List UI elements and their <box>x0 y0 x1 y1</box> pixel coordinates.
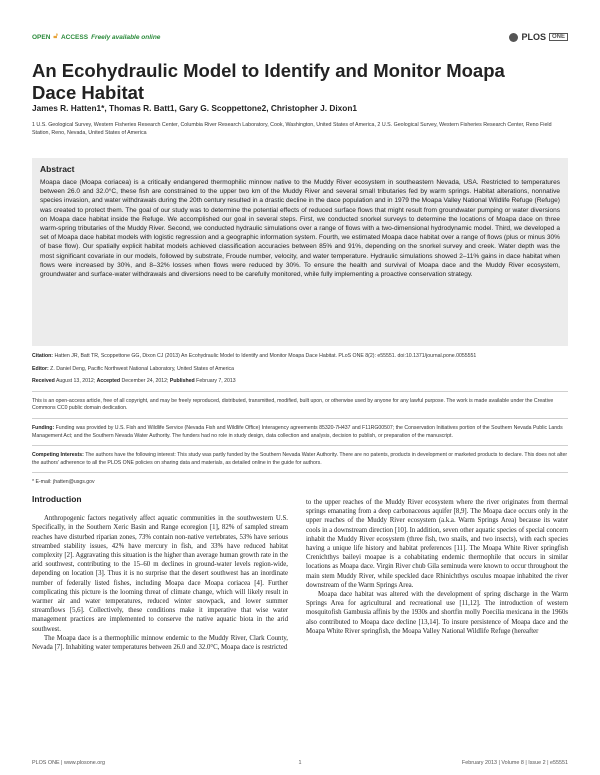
competing-label: Competing Interests: <box>32 452 84 459</box>
abstract-text: Moapa dace (Moapa coriacea) is a critically endangered thermophilic minnow native to the Muddy River ecosystem in southeastern Nevada, USA. Restricted to temperatures between 26.0 and 32.0°C, these fish are constrained to the upper two km of the Muddy River and several small tributaries fed by warm springs. Habitat alterations, nonnative species invasion, and water withdrawals during the 20th century resulted in a drastic decline in the dace population and in 1979 the Moapa Valley National Wildlife Refuge (Refuge) was created to protect them. The goal of our study was to determine the potential effects of reduced surface flows that might result from groundwater pumping or water diversions on Moapa dace habitat inside the Refuge. We accomplished our goal in several steps. First, we conducted snorkel surveys to determine the locations of Moapa dace on three warm-spring tributaries of the Muddy River. Second, we conducted hydraulic simulations over a range of flows with a two-dimensional hydrodynamic model. Third, we developed a set of Moapa dace habitat models with logistic regression and a geographic information system. Fourth, we estimated Moapa dace habitat over a range of flows (plus or minus 30% of base flow). Our spatially explicit habitat models achieved classification accuracies between 85% and 91%, depending on the snorkel survey and creek. Water depth was the most significant covariate in our models, followed by substrate, Froude number, velocity, and water temperature. Hydraulic simulations showed 2–11% gains in dace habitat when flows were increased by 30%, and 8–32% losses when flows were reduced by 30%. To ensure the health and survival of Moapa dace and the Muddy River ecosystem, groundwater and surface-water withdrawals and diversions need to be carefully monitored, while fully implementing a proactive conservation strategy. <box>40 179 560 279</box>
editor-label: Editor: <box>32 365 49 372</box>
plos-logo-text: PLOS <box>521 32 546 42</box>
published-date: February 7, 2013 <box>196 378 236 385</box>
open-lock-icon: 🔓︎ <box>53 33 58 40</box>
body-column-left <box>32 495 288 652</box>
page-number: 1 <box>298 760 302 766</box>
abstract-box <box>32 158 568 346</box>
meta-divider <box>32 418 568 419</box>
author-list: James R. Hatten1*, Thomas R. Batt1, Gary G. Scoppettone2, Christopher J. Dixon1 <box>32 103 358 113</box>
funding-row <box>32 425 568 440</box>
paragraph: Anthropogenic factors negatively affect aquatic communities in the southwestern U.S. Specifically, in the Southern Xeric Basin and Range ecoregion [1], 82% of sampled stream reaches have disturbed riparian zones, 73% contain non-native vertebrates, 53% have serious streambed stability issues, 42% have mercury in fish, and 33% have reduced habitat complexity [2]. Aggravating this situation is the higher than average human growth rate in the arid southwest, contributing to the 15–60 m declines in ground-water levels region-wide, depending on location [3]. Thus it is no surprise that the desert southwest has an inordinate number of federally listed fishes, including Moapa dace Moapa coriacea [4]. Further complicating this picture is the looming threat of climate change, which will likely result in warmer air and water temperatures, reduced winter snowpack, and lower summer streamflows [5,6]. Collectively, these conditions make it imperative that wise water management practices are implemented to conserve the native aquatic biota in the arid southwest. <box>32 515 288 633</box>
page-footer <box>32 760 568 770</box>
footer-journal[interactable]: PLOS ONE | www.plosone.org <box>32 760 106 766</box>
plos-logo-sub: ONE <box>549 33 568 41</box>
introduction-heading: Introduction <box>32 494 82 504</box>
paragraph: Moapa dace habitat was altered with the development of spring discharge in the Warm Springs Area for agricultural and recreational use [11,12]. The introduction of western mosquitofish Gambusia affinis by the 1930s and shortfin molly Poecilia mexicana in the 1960s also contributed to Moapa dace decline [13,14]. To insure persistence of Moapa dace and the Moapa White River springfish, the Moapa Valley National Wildlife Refuge (hereafter <box>306 591 568 635</box>
plos-logo-icon <box>509 33 518 42</box>
citation-row <box>32 353 568 361</box>
accepted-date: December 24, 2012; <box>121 378 169 385</box>
article-metadata <box>32 353 568 492</box>
license-text: This is an open-access article, free of all copyright, and may be freely reproduced, distributed, transmitted, modified, built upon, or otherwise used by anyone for any lawful purpose. The work is made available under the Creative Commons CC0 public domain dedication. <box>32 397 554 412</box>
competing-row <box>32 452 568 467</box>
citation-label: Citation: <box>32 353 54 359</box>
open-access-badge <box>32 33 160 41</box>
editor-text: Z. Daniel Deng, Pacific Northwest National Laboratory, United States of America <box>50 365 235 372</box>
published-label: Published <box>169 378 195 385</box>
article-title: An Ecohydraulic Model to Identify and Monitor Moapa Dace Habitat <box>32 60 505 103</box>
citation-text[interactable]: Hatten JR, Batt TR, Scoppettone GG, Dixon CJ (2013) An Ecohydraulic Model to Identify and Monitor Moapa Dace Habitat. PLoS ONE 8(2): e55551. doi:10.1371/journal.pone.0055551 <box>54 353 477 359</box>
open-label: OPEN <box>32 33 51 41</box>
corresponding-email[interactable]: * E-mail: jhatten@usgs.gov <box>32 479 95 486</box>
accepted-label: Accepted <box>96 378 120 385</box>
received-label: Received <box>32 378 55 385</box>
abstract-heading: Abstract <box>40 164 75 174</box>
journal-header <box>32 33 568 47</box>
paragraph: The Moapa dace is a thermophilic minnow endemic to the Muddy River, Clark County, Nevada [7]. Inhabiting water temperatures between 26.0 and 32.0°C, Moapa dace is restricted <box>32 634 288 652</box>
plos-one-logo[interactable] <box>509 32 568 42</box>
competing-text: The authors have the following interest: This study was partly funded by the Southern Nevada Water Authority. There are no patents, products in development or marketed products to declare. This does not alter the authors' adherence to all the PLOS ONE policies on sharing data and materials, as detailed online in the guide for authors. <box>32 452 568 466</box>
body-column-right <box>306 498 568 636</box>
meta-divider <box>32 445 568 446</box>
footer-issue: February 2013 | Volume 8 | Issue 2 | e55551 <box>461 760 568 766</box>
paragraph: to the upper reaches of the Muddy River ecosystem where the river originates from thermal springs emanating from a deep carbonaceous aquifer [8,9]. The Moapa dace occurs only in the upper reaches of the Muddy River ecosystem (a.k.a. Warm Springs Area) because its water cools in a downstream direction [10]. In addition, seven other aquatic species of special concern inhabit the Muddy River ecosystem (three fish, two snails, and two insects), with each species having a unique life history and habitat preferences [11]. The Moapa White River springfish Crenichthys baileyi moapae is a cohabitating endemic thermophile that occurs in similar locations as Moapa dace. Virgin River chub Gila seminuda were known to occur throughout the main stem Muddy River, while speckled dace Rhinichthys osculus moapae inhabited the river downstream of the Warm Springs Area. <box>306 499 568 589</box>
meta-divider <box>32 391 568 392</box>
editor-row <box>32 366 568 374</box>
funding-label: Funding: <box>32 424 55 431</box>
affiliations: 1 U.S. Geological Survey, Western Fisheries Research Center, Columbia River Research Laboratory, Cook, Washington, United States of America, 2 U.S. Geological Survey, Western Fisheries Research Center, Reno Field Station, Reno, Nevada, United States of America <box>32 122 552 136</box>
funding-text: Funding was provided by U.S. Fish and Wildlife Service (Nevada Fish and Wildlife Office) Interagency agreements 85320-7H437 and F11RG00507; the Conservation Initiatives portion of the Southern Nevada Public Lands Management Act; and the Southern Nevada Water Authority. The funders had no role in study design, data collection and analysis, decision to publish, or preparation of the manuscript. <box>32 424 563 439</box>
received-date: August 13, 2012; <box>55 378 96 385</box>
meta-divider <box>32 472 568 473</box>
dates-row <box>32 378 568 386</box>
access-label: ACCESS <box>60 33 89 41</box>
freely-available-label: Freely available online <box>91 33 161 41</box>
